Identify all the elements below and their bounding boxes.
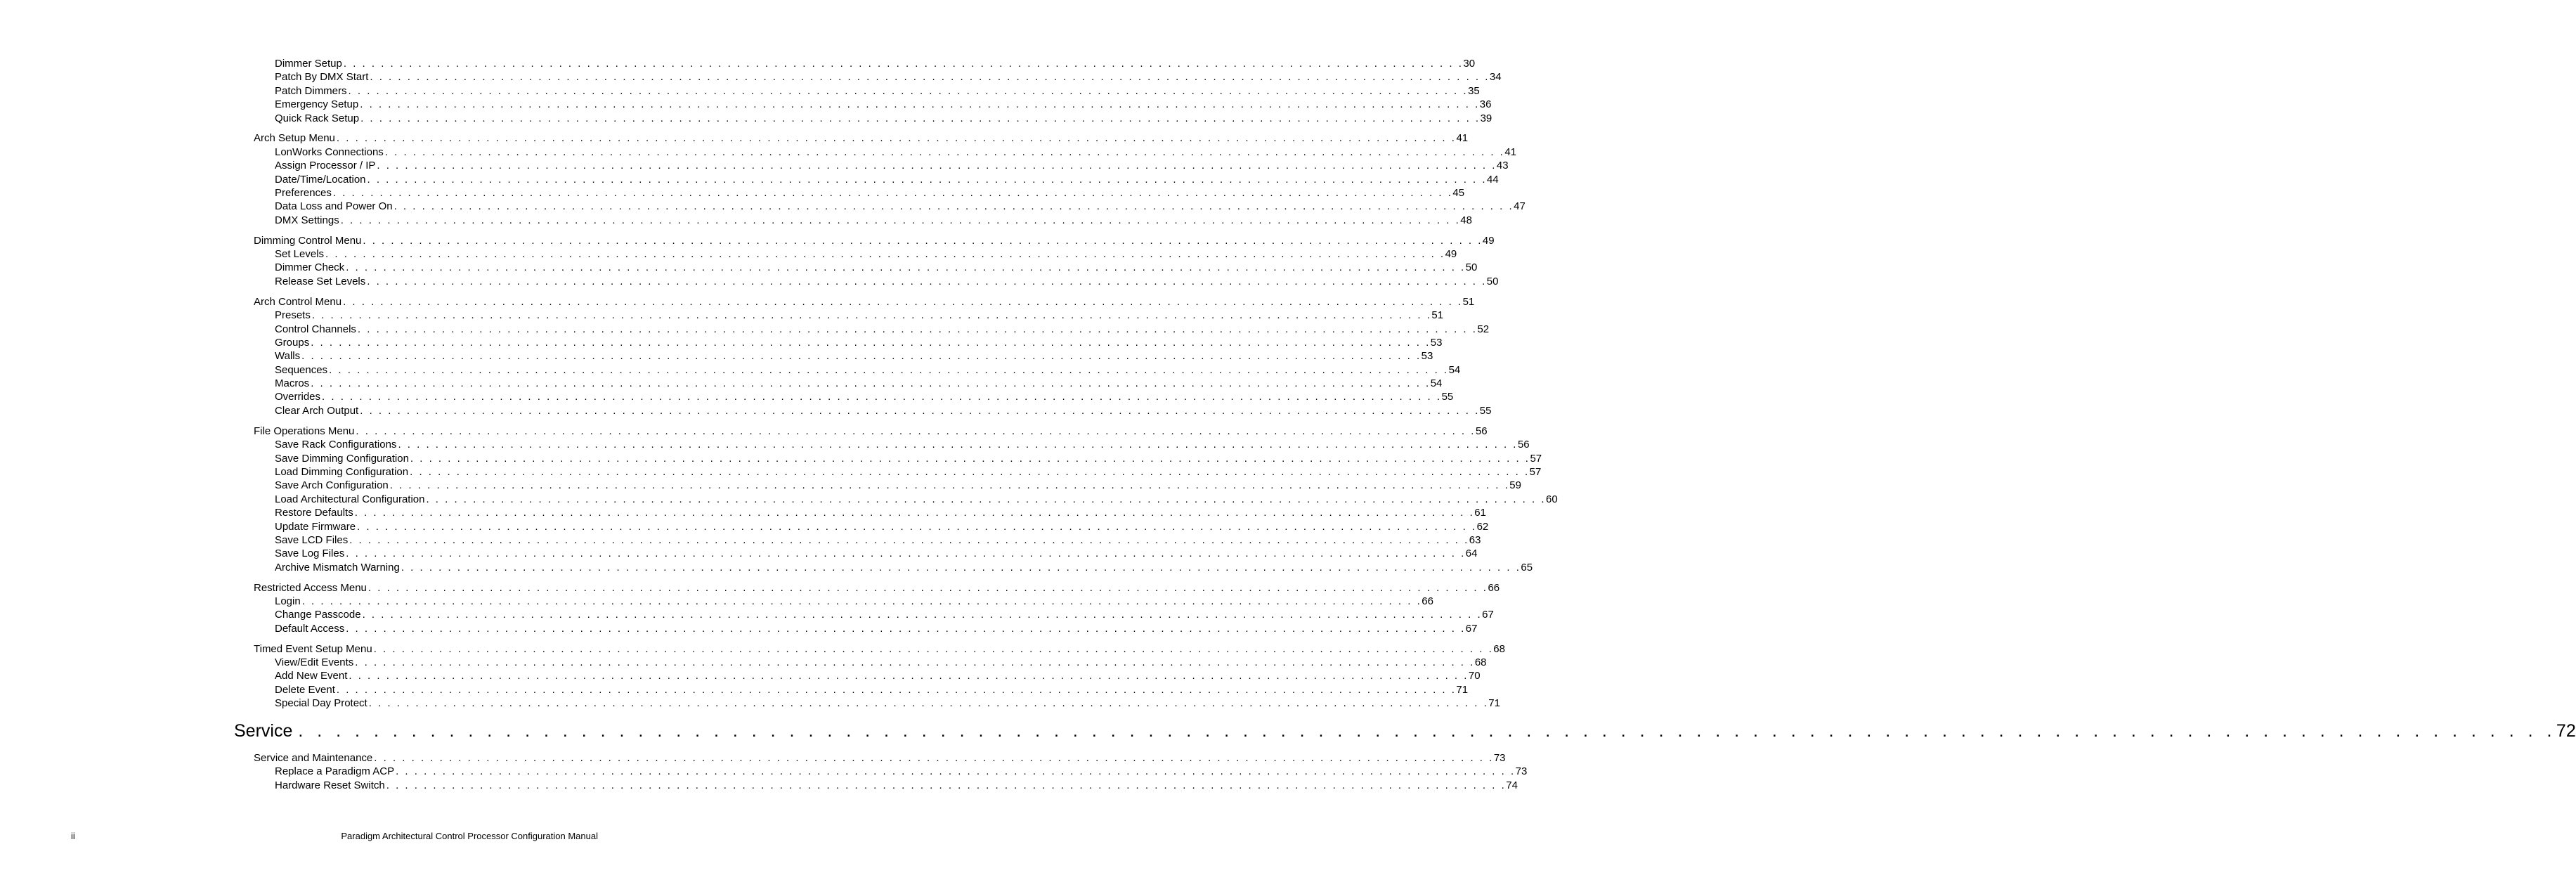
toc-entry-page: 73 xyxy=(1493,752,1506,765)
toc-entry-title: Archive Mismatch Warning xyxy=(275,561,400,574)
toc-entry-page: 41 xyxy=(1456,132,1469,145)
toc-entry-title: Save Arch Configuration xyxy=(275,479,389,492)
toc-subsection-entry[interactable] xyxy=(275,683,1469,697)
toc-entry-title: DMX Settings xyxy=(275,214,339,226)
table-of-contents xyxy=(0,57,2576,792)
toc-subsection-entry[interactable] xyxy=(275,595,1433,608)
toc-subsection-entry[interactable] xyxy=(275,173,1499,186)
dot-leader: . . . . . . . . . . . . . . . . . . . . . . . . . . . . . . . . . . . . . . . . . . . . . . . . . . . . . . . . . . . . . . . . . . . . . . . . . . . . . . . . . . . . . . . . . . . . . . . . . . . . . . . . . . . . . . . . . . . . . . . . xyxy=(360,112,1481,124)
dot-leader: . . . . . . . . . . . . . . . . . . . . . . . . . . . . . . . . . . . . . . . . . . . . . . . . . . . . . . . . . . . . . . . . . . . . . . . . . . . . . . . . . . . . . . . . . . . . . . . . . . . . . . . . . . . . . . . . . . . . . . . . xyxy=(367,173,1488,186)
toc-section-entry[interactable] xyxy=(254,295,1475,309)
dot-leader: . . . . . . . . . . . . . . . . . . . . . . . . . . . . . . . . . . . . . . . . . . . . . . . . . . . . . . . . . . . . . . . . . . . . . . . . . . . . . . . . . . . . . . . . . . . . . . . . . . . . . . . . . . . . . . . . . . . . . . . . xyxy=(360,404,1480,417)
dot-leader: . . . . . . . . . . . . . . . . . . . . . . . . . . . . . . . . . . . . . . . . . . . . . . . . . . . . . . . . . . . . . . . . . . . . . . . . . . . . . . . . . . . . . . . . . . . . . . . . . . . . . . . . . . . . . . . . . . . . . . . . xyxy=(396,765,1516,778)
toc-entry-title: Data Loss and Power On xyxy=(275,200,393,213)
toc-entry-page: 48 xyxy=(1460,214,1472,226)
toc-entry-title: Emergency Setup xyxy=(275,98,359,111)
toc-subsection-entry[interactable] xyxy=(275,479,1521,492)
toc-entry-title: Change Passcode xyxy=(275,609,361,621)
toc-entry-page: 49 xyxy=(1445,248,1457,261)
toc-entry-title: Control Channels xyxy=(275,323,356,335)
dot-leader: . . . . . . . . . . . . . . . . . . . . . . . . . . . . . . . . . . . . . . . . . . . . . . . . . . . . . . . . . . . . . . . . . . . . . . . . . . . . . . . . . . . . . . . . . . . . . . . . . . . . . . . . . . . . . . . . . . . . . . . . xyxy=(370,71,1490,84)
toc-subsection-entry[interactable] xyxy=(275,493,1558,506)
toc-subsection-entry[interactable] xyxy=(275,547,1478,560)
toc-entry-page: 39 xyxy=(1480,112,1492,124)
toc-entry-page: 45 xyxy=(1452,187,1465,200)
dot-leader: . . . . . . . . . . . . . . . . . . . . . . . . . . . . . . . . . . . . . . . . . . . . . . . . . . . . . . . . . . . . . . . . . . . . . . . . . . . . . . . . . . . . . . . . . . . . . . . . . . . . . . . . . . . . . . . . . . . . . . . . xyxy=(389,479,1510,492)
toc-subsection-entry[interactable] xyxy=(275,363,1461,377)
toc-subsection-entry[interactable] xyxy=(275,697,1500,710)
dot-leader: . . . . . . . . . . . . . . . . . . . . . . . . . . . . . . . . . . . . . . . . . . . . . . . . . . . . . . . . . . . . . . . . . . . . . . . . . . . . . . . . . . . . . . . . . . . . . . . . . . . . . . . . . . . . . . . . . . . . . . . . xyxy=(311,377,1431,390)
toc-subsection-entry[interactable] xyxy=(275,669,1481,682)
toc-subsection-entry[interactable] xyxy=(275,261,1478,274)
dot-leader: . . . . . . . . . . . . . . . . . . . . . . . . . . . . . . . . . . . . . . . . . . . . . . . . . . . . . . . . . . . . . . . . . . . . . . . . . . . . . . . . . . . . . . . . . . . . . . . . . . . . . . . . . . . . . . . . . . . . . . . . xyxy=(336,683,1457,696)
toc-entry-title: Update Firmware xyxy=(275,520,356,533)
toc-entry-title: LonWorks Connections xyxy=(275,145,384,158)
dot-leader: . . . . . . . . . . . . . . . . . . . . . . . . . . . . . . . . . . . . . . . . . . . . . . . . . . . . . . . . . . . . . . . . . . . . . . . . . . . . . . . . . . . . . . . . . . . . . . . . . . . . . . . . . . . . . . . . . . . . . . . . xyxy=(346,622,1466,635)
toc-entry-title: Walls xyxy=(275,350,301,363)
toc-entry-page: 34 xyxy=(1489,71,1502,84)
toc-entry-title: Dimmer Setup xyxy=(275,58,342,70)
dot-leader: . . . . . . . . . . . . . . . . . . . . . . . . . . . . . . . . . . . . . . . . . . . . . . . . . . . . . . . . . . . . . . . . . . . . . . . . . . . . . . . . . . . . . . . . . . . . . . . . . . . . . . . . . . . . . . . . . . . . . . . . xyxy=(349,670,1469,682)
dot-leader: . . . . . . . . . . . . . . . . . . . . . . . . . . . . . . . . . . . . . . . . . . . . . . . . . . . . . . . . . . . . . . . . . . . . . . . . . . . . . . . . . . . . . . . . . . . . . . . . . . . . . . . . . . . . . . . . . . . . . . . . xyxy=(349,533,1469,546)
toc-entry-title: Hardware Reset Switch xyxy=(275,779,385,791)
toc-entry-title: Quick Rack Setup xyxy=(275,112,360,124)
toc-entry-title: Groups xyxy=(275,336,310,349)
toc-subsection-entry[interactable] xyxy=(275,309,1444,322)
toc-entry-title: Delete Event xyxy=(275,683,335,696)
toc-entry-title: Macros xyxy=(275,377,310,390)
dot-leader: . . . . . . . . . . . . . . . . . . . . . . . . . . . . . . . . . . . . . . . . . . . . . . . . . . . . . . . . . . . . . . . . . . . . . . . . . . . . . . . . . . . . . . . . . . . . . . . . . . . . . . . . . . . . . . . . . . . . . . . . xyxy=(322,391,1442,403)
dot-leader: . . . . . . . . . . . . . . . . . . . . . . . . . . . . . . . . . . . . . . . . . . . . . . . . . . . . . . . . . . . . . . . . . . . . . . . . . . . . . . . . . . . . . . . . . . . . . . . . . . . . . . . . . . . . . . . . . . . . . . . . xyxy=(357,323,1478,335)
toc-entry-page: 53 xyxy=(1430,336,1443,349)
toc-section-entry[interactable] xyxy=(254,751,1506,765)
dot-leader: . . . . . . . . . . . . . . . . . . . . . . . . . . . . . . . . . . . . . . . . . . . . . . . . . . . . . . . . . . . . . . . . . . . . . . . . . . . . . . . . . . . . . . . . . . . . . . . . . . . . . . . . . . . . . . . . . . . . . . . . xyxy=(343,295,1463,308)
toc-subsection-entry[interactable] xyxy=(275,70,1502,84)
toc-entry-page: 57 xyxy=(1530,452,1542,465)
toc-entry-page: 51 xyxy=(1431,309,1444,322)
toc-entry-page: 62 xyxy=(1476,520,1489,533)
dot-leader: . . . . . . . . . . . . . . . . . . . . . . . . . . . . . . . . . . . . . . . . . . . . . . . . . . . . . . . . . . . . . . . . . . . . . . . . . . . . . . . . . . . . . . . . . . . . . . . . . . . . . . . . . . . . . . . . . . . . . . . . xyxy=(346,261,1466,274)
toc-entry-page: 73 xyxy=(1515,765,1528,778)
toc-section-entry[interactable] xyxy=(254,131,1469,145)
toc-entry-page: 71 xyxy=(1456,683,1469,696)
toc-entry-title: File Operations Menu xyxy=(254,425,355,437)
toc-entry-page: 70 xyxy=(1468,670,1481,682)
dot-leader: . . . . . . . . . . . . . . . . . . . . . . . . . . . . . . . . . . . . . . . . . . . . . . . . . . . . . . . . . . . . . . . . . . . . . . . . . . . . . . . . . . . . . . . . . . . . . . . . . . . . . . . . . . . . . . . . . . . . . . . . xyxy=(362,609,1483,621)
dot-leader: . . . . . . . . . . . . . . . . . . . . . . . . . . . . . . . . . . . . . . . . . . . . . . . . . . . . . . . . . . . . . . . . . . . . . . . . . . . . . . . . . . . . . . . . . . . . . . . . . . . . . . . . . . . . . . . . . . . . . . . . xyxy=(336,132,1457,145)
dot-leader: . . . . . . . . . . . . . . . . . . . . . . . . . . . . . . . . . . . . . . . . . . . . . . . . . . . . . . . . . . . . . . . . . . . . . . . . . . . . . . . . . . . . . . . . . . . . . . . . . . . . . . . . . . . . . . . . . . . . . . . . xyxy=(393,200,1514,213)
dot-leader: . . . . . . . . . . . . . . . . . . . . . . . . . . . . . . . . . . . . . . . . . . . . . . . . . . . . . . . . . . . . . . . . . . . . . . . . . . . . . . . . . . . . . . . . . . . . . . . . . . . . . . . . . . . . . . . . . . . . . . . . xyxy=(301,595,1422,607)
toc-entry-title: Clear Arch Output xyxy=(275,404,359,417)
toc-subsection-entry[interactable] xyxy=(275,656,1487,669)
toc-subsection-entry[interactable] xyxy=(275,57,1476,70)
toc-entry-title: Save Log Files xyxy=(275,548,345,560)
toc-entry-title: View/Edit Events xyxy=(275,656,354,669)
toc-entry-title: Assign Processor / IP xyxy=(275,160,376,172)
toc-entry-title: Service and Maintenance xyxy=(254,752,373,765)
dot-leader: . . . . . . . . . . . . . . . . . . . . . . . . . . . . . . . . . . . . . . . . . . . . . . . . . . . . . . . . . . . . . . . . . . . . . . . . . . . . . . . . . . . . . . . . . . . . . . . . . . . . . . . . . . . . . . . . . . . . . . . . xyxy=(410,465,1530,478)
dot-leader: . . . . . . . . . . . . . . . . . . . . . . . . . . . . . . . . . . . . . . . . . . . . . . . . . . . . . . . . . . . . . . . . . . . . . . . . . . . . . . . . . . . . . . . . . . . . . . . . . . . . . . . . . . . . . . . . . . . . . . . . xyxy=(354,507,1475,519)
toc-subsection-entry[interactable] xyxy=(275,465,1542,479)
dot-leader: . . . . . . . . . . . . . . . . . . . . . . . . . . . . . . . . . . . . . . . . . . . . . . . . . . . . . . . . . . . . . . . . . . . . . . . . . . . . . . . . . . . . . . . . . . . . . . . . . . . . . . . . . . . . . . . . . . . . . . . . xyxy=(332,187,1453,200)
dot-leader: . . . . . . . . . . . . . . . . . . . . . . . . . . . . . . . . . . . . . . . . . . . . . . . . . . . . . . . . . . . . . . . . . . . . . . . . . . . . . . . . . . . . . . . . . . . . . . . . . . . . . . . . . . . . . . . . . . . . . . . . xyxy=(301,350,1422,363)
toc-entry-title: Overrides xyxy=(275,391,321,403)
toc-entry-title: Load Architectural Configuration xyxy=(275,493,425,505)
toc-subsection-entry[interactable] xyxy=(275,247,1457,261)
toc-entry-page: 43 xyxy=(1496,160,1509,172)
toc-entry-title: Save Dimming Configuration xyxy=(275,452,409,465)
toc-subsection-entry[interactable] xyxy=(275,390,1454,403)
toc-entry-page: 47 xyxy=(1514,200,1526,213)
toc-subsection-entry[interactable] xyxy=(275,336,1443,349)
toc-entry-page: 68 xyxy=(1493,642,1505,655)
toc-chapter-entry[interactable] xyxy=(234,717,2576,745)
toc-entry-title: Patch Dimmers xyxy=(275,84,347,97)
toc-section-entry[interactable] xyxy=(254,581,1500,595)
dot-leader: . . . . . . . . . . . . . . . . . . . . . . . . . . . . . . . . . . . . . . . . . . . . . . . . . . . . . . . . . . . . . . . . . . . . . . . . . . . . . . . . . . . . . . . . . . . . . . . . . . . . . . . . . . . . . . . . . . . . . . . . xyxy=(384,145,1505,158)
toc-entry-page: 60 xyxy=(1546,493,1558,505)
toc-entry-page: 65 xyxy=(1521,561,1533,574)
toc-entry-page: 71 xyxy=(1488,697,1500,710)
toc-subsection-entry[interactable] xyxy=(275,404,1492,417)
toc-entry-page: 66 xyxy=(1422,595,1433,607)
toc-entry-title: Replace a Paradigm ACP xyxy=(275,765,395,778)
toc-entry-page: 53 xyxy=(1421,350,1433,363)
toc-subsection-entry[interactable] xyxy=(275,438,1530,451)
toc-subsection-entry[interactable] xyxy=(275,323,1490,336)
toc-subsection-entry[interactable] xyxy=(275,377,1443,390)
dot-leader: . . . . . . . . . . . . . . . . . . . . . . . . . . . . . . . . . . . . . . . . . . . . . . . . . . . . . . . . . . . . . . . . . . . . . . . . . . . . . . . . . . . . . . . . . . . . . . . . . . . . . . . . . . . . . . . . . . . . . . . . xyxy=(426,493,1546,505)
toc-entry-page: 63 xyxy=(1469,533,1481,546)
dot-leader: . . . . . . . . . . . . . . . . . . . . . . . . . . . . . . . . . . . . . . . . . . . . . . . . . . . . . . . . . . . . . . . . . . . . . . . . . . . . . . . . . . . . . . . . . . . . . . . . . . . . . . . . . . . . . . . . . . . . . . . . xyxy=(373,642,1494,655)
toc-entry-page: 74 xyxy=(1506,779,1518,791)
toc-entry-title: Patch By DMX Start xyxy=(275,71,369,84)
toc-entry-page: 59 xyxy=(1509,479,1521,492)
toc-entry-page: 52 xyxy=(1477,323,1490,335)
dot-leader: . . . . . . . . . . . . . . . . . . . . . . . . . . . . . . . . . . . . . . . . . . . . . . . . . . . . . . . . . . . . . . . . . . . . . . . . . . . . . . . . . . . . . . . . . . . . . . . . . . . . . . . . . . . . . . . . . . . . . . . . xyxy=(374,752,1494,765)
toc-entry-page: 35 xyxy=(1468,84,1480,97)
toc-entry-title: Login xyxy=(275,595,301,607)
toc-entry-page: 56 xyxy=(1517,439,1530,451)
toc-entry-page: 56 xyxy=(1475,425,1488,437)
dot-leader: . . . . . . . . . . . . . . . . . . . . . . . . . . . . . . . . . . . . . . . . . . . . . . . . . . . . . . . . . . . . . . . . . . . . . . . . . . . . . . . . . . . . . . . . . . . . . . . . . . . . . . . . . . . . . . . . . . . . . . . . xyxy=(356,425,1476,437)
toc-entry-title: Add New Event xyxy=(275,670,348,682)
toc-section-entry[interactable] xyxy=(254,234,1495,247)
toc-entry-title: Set Levels xyxy=(275,248,325,261)
toc-entry-title: Preferences xyxy=(275,187,332,200)
toc-subsection-entry[interactable] xyxy=(275,520,1489,533)
toc-entry-page: 44 xyxy=(1487,173,1499,186)
toc-subsection-entry[interactable] xyxy=(275,112,1492,125)
toc-entry-page: 66 xyxy=(1488,581,1500,594)
dot-leader: . . . . . . . . . . . . . . . . . . . . . . . . . . . . . . . . . . . . . . . . . . . . . . . . . . . . . . . . . . . . . . . . . . . . . . . . . . . . . . . . . . . . . . . . . . . . . . . . . . . . . . . . . . . . . . . . . . . . . . . . xyxy=(363,234,1483,247)
dot-leader: . . . . . . . . . . . . . . . . . . . . . . . . . . . . . . . . . . . . . . . . . . . . . . . . . . . . . . . . . . . . . . . . . . . . . . . . . . . . . . . . . . . . . . . . . . . . . . . . . . . . . . . . . . . . . . . . . . . . . . . . xyxy=(355,656,1475,669)
dot-leader: . . . . . . . . . . . . . . . . . . . . . . . . . . . . . . . . . . . . . . . . . . . . . . . . . . . . . . . . . . . . . . . . . . . . . . . . . . . . . . . . . . . . . . . . . . . . . . . . . . . . . . . . . . . . . . . . . . . . . . . . xyxy=(360,98,1480,111)
toc-subsection-entry[interactable] xyxy=(275,186,1465,200)
toc-entry-title: Load Dimming Configuration xyxy=(275,465,409,478)
dot-leader: . . . . . . . . . . . . . . . . . . . . . . . . . . . . . . . . . . . . . . . . . . . . . . . . . . . . . . . . . . . . . . . . . . . . . . . . . . . . . . . . . . . . . . . . . . . . . . . . . . . . . . . . . . . . . . . . . . . . . . . . xyxy=(348,84,1469,97)
toc-entry-page: 50 xyxy=(1486,275,1499,287)
toc-entry-page: 64 xyxy=(1465,548,1478,560)
toc-subsection-entry[interactable] xyxy=(275,608,1494,621)
toc-entry-page: 54 xyxy=(1448,363,1461,376)
toc-entry-title: Service xyxy=(234,720,293,741)
toc-subsection-entry[interactable] xyxy=(275,349,1433,363)
toc-section-entry[interactable] xyxy=(254,425,1488,438)
toc-subsection-entry[interactable] xyxy=(275,452,1542,465)
toc-entry-page: 55 xyxy=(1479,404,1492,417)
dot-leader: . . . . . . . . . . . . . . . . . . . . . . . . . . . . . . . . . . . . . . . . . . . . . . . . . . . . . . . . . . . . . . . . . . . . . . . . . . . . . . . . . . . . . . . . . . . . . . . . . . . . . . . . . . . . . . . . . . . . . . . . xyxy=(346,548,1466,560)
footer-page-number: ii xyxy=(71,831,75,841)
toc-entry-title: Arch Control Menu xyxy=(254,295,342,308)
toc-entry-page: 61 xyxy=(1474,507,1486,519)
dot-leader: . . . . . . . . . . . . . . . . . . . . . . . . . . . . . . . . . . . . . . . . . . . . . . . . . . . . . . . . . . . . . . . . . . . . . . . . . . . . . . . . . . . . . . . . . . . . . . . . . . . . . . . . . . . . . . . . . . . . . . . . xyxy=(298,720,2556,741)
toc-entry-page: 72 xyxy=(2556,720,2576,741)
toc-subsection-entry[interactable] xyxy=(275,506,1486,519)
toc-entry-title: Arch Setup Menu xyxy=(254,132,335,145)
dot-leader: . . . . . . . . . . . . . . . . . . . . . . . . . . . . . . . . . . . . . . . . . . . . . . . . . . . . . . . . . . . . . . . . . . . . . . . . . . . . . . . . . . . . . . . . . . . . . . . . . . . . . . . . . . . . . . . . . . . . . . . . xyxy=(357,520,1477,533)
toc-entry-title: Dimming Control Menu xyxy=(254,234,362,247)
dot-leader: . . . . . . . . . . . . . . . . . . . . . . . . . . . . . . . . . . . . . . . . . . . . . . . . . . . . . . . . . . . . . . . . . . . . . . . . . . . . . . . . . . . . . . . . . . . . . . . . . . . . . . . . . . . . . . . . . . . . . . . . xyxy=(329,363,1449,376)
toc-entry-page: 68 xyxy=(1474,656,1487,669)
dot-leader: . . . . . . . . . . . . . . . . . . . . . . . . . . . . . . . . . . . . . . . . . . . . . . . . . . . . . . . . . . . . . . . . . . . . . . . . . . . . . . . . . . . . . . . . . . . . . . . . . . . . . . . . . . . . . . . . . . . . . . . . xyxy=(386,779,1507,791)
toc-subsection-entry[interactable] xyxy=(275,98,1492,111)
toc-subsection-entry[interactable] xyxy=(275,159,1509,172)
toc-entry-page: 30 xyxy=(1463,58,1476,70)
toc-subsection-entry[interactable] xyxy=(275,145,1517,159)
toc-entry-title: Date/Time/Location xyxy=(275,173,366,186)
dot-leader: . . . . . . . . . . . . . . . . . . . . . . . . . . . . . . . . . . . . . . . . . . . . . . . . . . . . . . . . . . . . . . . . . . . . . . . . . . . . . . . . . . . . . . . . . . . . . . . . . . . . . . . . . . . . . . . . . . . . . . . . xyxy=(398,439,1518,451)
toc-entry-page: 49 xyxy=(1482,234,1495,247)
dot-leader: . . . . . . . . . . . . . . . . . . . . . . . . . . . . . . . . . . . . . . . . . . . . . . . . . . . . . . . . . . . . . . . . . . . . . . . . . . . . . . . . . . . . . . . . . . . . . . . . . . . . . . . . . . . . . . . . . . . . . . . . xyxy=(367,581,1488,594)
dot-leader: . . . . . . . . . . . . . . . . . . . . . . . . . . . . . . . . . . . . . . . . . . . . . . . . . . . . . . . . . . . . . . . . . . . . . . . . . . . . . . . . . . . . . . . . . . . . . . . . . . . . . . . . . . . . . . . . . . . . . . . . xyxy=(325,248,1445,261)
toc-entry-page: 51 xyxy=(1462,295,1475,308)
toc-entry-title: Special Day Protect xyxy=(275,697,367,710)
toc-subsection-entry[interactable] xyxy=(275,275,1499,288)
toc-entry-title: Restricted Access Menu xyxy=(254,581,367,594)
toc-entry-page: 67 xyxy=(1465,622,1478,635)
toc-entry-page: 67 xyxy=(1482,609,1494,621)
toc-entry-page: 54 xyxy=(1430,377,1443,390)
dot-leader: . . . . . . . . . . . . . . . . . . . . . . . . . . . . . . . . . . . . . . . . . . . . . . . . . . . . . . . . . . . . . . . . . . . . . . . . . . . . . . . . . . . . . . . . . . . . . . . . . . . . . . . . . . . . . . . . . . . . . . . . xyxy=(367,275,1487,287)
toc-subsection-entry[interactable] xyxy=(275,779,1518,792)
dot-leader: . . . . . . . . . . . . . . . . . . . . . . . . . . . . . . . . . . . . . . . . . . . . . . . . . . . . . . . . . . . . . . . . . . . . . . . . . . . . . . . . . . . . . . . . . . . . . . . . . . . . . . . . . . . . . . . . . . . . . . . . xyxy=(368,697,1489,710)
toc-entry-page: 55 xyxy=(1441,391,1454,403)
toc-subsection-entry[interactable] xyxy=(275,214,1472,227)
toc-entry-title: Save LCD Files xyxy=(275,533,349,546)
dot-leader: . . . . . . . . . . . . . . . . . . . . . . . . . . . . . . . . . . . . . . . . . . . . . . . . . . . . . . . . . . . . . . . . . . . . . . . . . . . . . . . . . . . . . . . . . . . . . . . . . . . . . . . . . . . . . . . . . . . . . . . . xyxy=(340,214,1461,226)
toc-subsection-entry[interactable] xyxy=(275,622,1478,635)
toc-entry-page: 57 xyxy=(1529,465,1542,478)
footer-manual-title: Paradigm Architectural Control Processor Configuration Manual xyxy=(341,831,598,841)
toc-entry-title: Save Rack Configurations xyxy=(275,439,397,451)
toc-entry-title: Timed Event Setup Menu xyxy=(254,642,372,655)
toc-entry-page: 50 xyxy=(1465,261,1478,274)
toc-subsection-entry[interactable] xyxy=(275,765,1528,778)
toc-section-entry[interactable] xyxy=(254,642,1505,656)
dot-leader: . . . . . . . . . . . . . . . . . . . . . . . . . . . . . . . . . . . . . . . . . . . . . . . . . . . . . . . . . . . . . . . . . . . . . . . . . . . . . . . . . . . . . . . . . . . . . . . . . . . . . . . . . . . . . . . . . . . . . . . . xyxy=(343,58,1464,70)
toc-entry-title: Dimmer Check xyxy=(275,261,345,274)
toc-entry-title: Presets xyxy=(275,309,311,322)
toc-entry-page: 41 xyxy=(1504,145,1517,158)
dot-leader: . . . . . . . . . . . . . . . . . . . . . . . . . . . . . . . . . . . . . . . . . . . . . . . . . . . . . . . . . . . . . . . . . . . . . . . . . . . . . . . . . . . . . . . . . . . . . . . . . . . . . . . . . . . . . . . . . . . . . . . . xyxy=(401,561,1521,574)
toc-entry-page: 36 xyxy=(1479,98,1492,111)
dot-leader: . . . . . . . . . . . . . . . . . . . . . . . . . . . . . . . . . . . . . . . . . . . . . . . . . . . . . . . . . . . . . . . . . . . . . . . . . . . . . . . . . . . . . . . . . . . . . . . . . . . . . . . . . . . . . . . . . . . . . . . . xyxy=(311,309,1432,322)
dot-leader: . . . . . . . . . . . . . . . . . . . . . . . . . . . . . . . . . . . . . . . . . . . . . . . . . . . . . . . . . . . . . . . . . . . . . . . . . . . . . . . . . . . . . . . . . . . . . . . . . . . . . . . . . . . . . . . . . . . . . . . . xyxy=(311,336,1431,349)
dot-leader: . . . . . . . . . . . . . . . . . . . . . . . . . . . . . . . . . . . . . . . . . . . . . . . . . . . . . . . . . . . . . . . . . . . . . . . . . . . . . . . . . . . . . . . . . . . . . . . . . . . . . . . . . . . . . . . . . . . . . . . . xyxy=(377,160,1497,172)
toc-entry-title: Restore Defaults xyxy=(275,507,353,519)
toc-entry-title: Default Access xyxy=(275,622,345,635)
toc-subsection-entry[interactable] xyxy=(275,561,1533,574)
toc-subsection-entry[interactable] xyxy=(275,84,1480,98)
toc-subsection-entry[interactable] xyxy=(275,533,1481,547)
toc-entry-title: Release Set Levels xyxy=(275,275,366,287)
toc-entry-title: Sequences xyxy=(275,363,328,376)
dot-leader: . . . . . . . . . . . . . . . . . . . . . . . . . . . . . . . . . . . . . . . . . . . . . . . . . . . . . . . . . . . . . . . . . . . . . . . . . . . . . . . . . . . . . . . . . . . . . . . . . . . . . . . . . . . . . . . . . . . . . . . . xyxy=(410,452,1530,465)
toc-subsection-entry[interactable] xyxy=(275,200,1526,213)
